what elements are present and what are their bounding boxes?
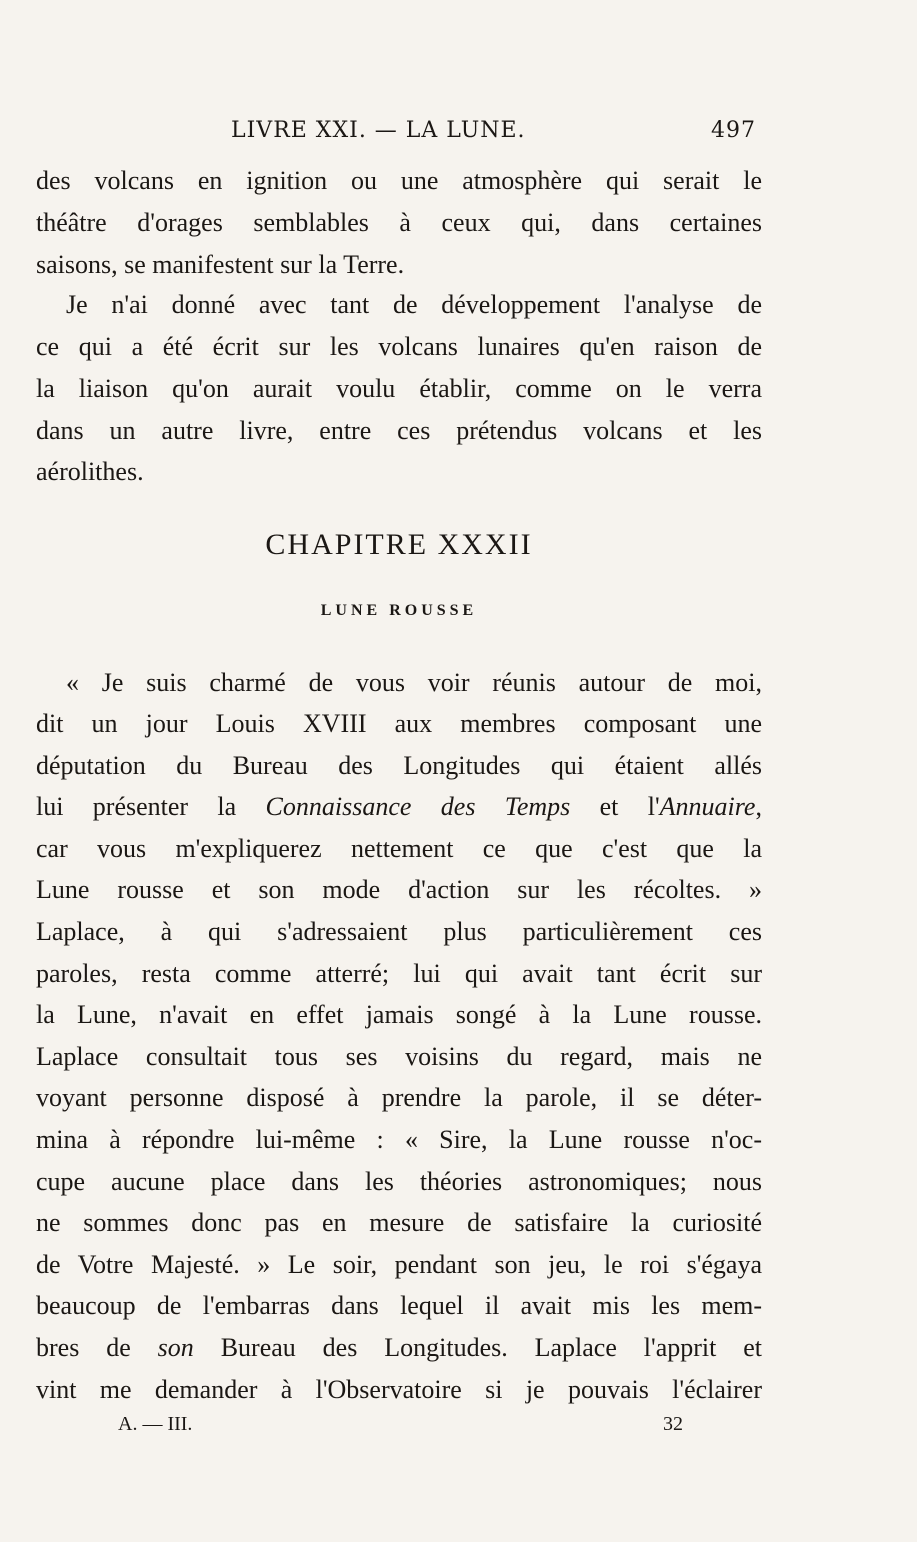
- text-line: beaucoup de l'embarras dans lequel il avait mis les mem-: [36, 1291, 762, 1320]
- text-line: car vous m'expliquerez nettement ce que c'est que la: [36, 834, 762, 863]
- italic-title: Annuaire: [659, 792, 756, 821]
- text-segment: et l': [570, 792, 660, 821]
- page-footer: [36, 1413, 762, 1443]
- italic-title: Connaissance des Temps: [265, 792, 571, 821]
- text-line: dans un autre livre, entre ces prétendus volcans et les: [36, 416, 762, 445]
- text-line: aérolithes.: [36, 457, 144, 486]
- text-line: mina à répondre lui-même : « Sire, la Lune rousse n'oc-: [36, 1125, 762, 1154]
- text-line: la liaison qu'on aurait voulu établir, comme on le verra: [36, 374, 762, 403]
- text-line: ce qui a été écrit sur les volcans lunaires qu'en raison de: [36, 332, 762, 361]
- text-segment: bres de: [36, 1333, 158, 1362]
- text-line: des volcans en ignition ou une atmosphère qui serait le: [36, 166, 762, 195]
- italic-word: son: [157, 1333, 194, 1362]
- text-line: cupe aucune place dans les théories astronomiques; nous: [36, 1167, 762, 1196]
- text-line: Lune rousse et son mode d'action sur les récoltes. »: [36, 875, 762, 904]
- text-line: la Lune, n'avait en effet jamais songé à la Lune rousse.: [36, 1000, 762, 1029]
- sheet-number: 32: [663, 1413, 683, 1435]
- chapter-heading: CHAPITRE XXXII: [265, 528, 533, 561]
- text-line: de Votre Majesté. » Le soir, pendant son jeu, le roi s'égaya: [36, 1250, 762, 1279]
- text-segment: Bureau des Longitudes. Laplace l'apprit et: [193, 1333, 763, 1362]
- text-line: dit un jour Louis XVIII aux membres composant une: [36, 709, 762, 738]
- text-line: Laplace, à qui s'adressaient plus particulièrement ces: [36, 917, 762, 946]
- text-line: [36, 790, 762, 824]
- running-title: LIVRE XXI. — LA LUNE.: [231, 118, 526, 143]
- text-segment: lui présenter la: [36, 792, 266, 821]
- text-line: vint me demander à l'Observatoire si je pouvais l'éclairer: [36, 1375, 762, 1404]
- signature-mark: A. — III.: [118, 1413, 193, 1435]
- running-header: [36, 114, 762, 148]
- text-line: voyant personne disposé à prendre la parole, il se déter-: [36, 1083, 762, 1112]
- text-line: « Je suis charmé de vous voir réunis autour de moi,: [66, 668, 762, 697]
- text-line: théâtre d'orages semblables à ceux qui, dans certaines: [36, 208, 762, 237]
- text-line: paroles, resta comme atterré; lui qui avait tant écrit sur: [36, 959, 762, 988]
- text-line: ne sommes donc pas en mesure de satisfaire la curiosité: [36, 1208, 762, 1237]
- text-line: députation du Bureau des Longitudes qui étaient allés: [36, 751, 762, 780]
- chapter-subtitle: LUNE ROUSSE: [320, 602, 478, 619]
- text-segment: ,: [755, 792, 762, 821]
- text-line: saisons, se manifestent sur la Terre.: [36, 250, 405, 279]
- page-number: 497: [711, 118, 756, 143]
- text-line: Je n'ai donné avec tant de développement l'analyse de: [66, 290, 762, 319]
- text-line: [36, 1331, 762, 1365]
- text-line: Laplace consultait tous ses voisins du regard, mais ne: [36, 1042, 762, 1071]
